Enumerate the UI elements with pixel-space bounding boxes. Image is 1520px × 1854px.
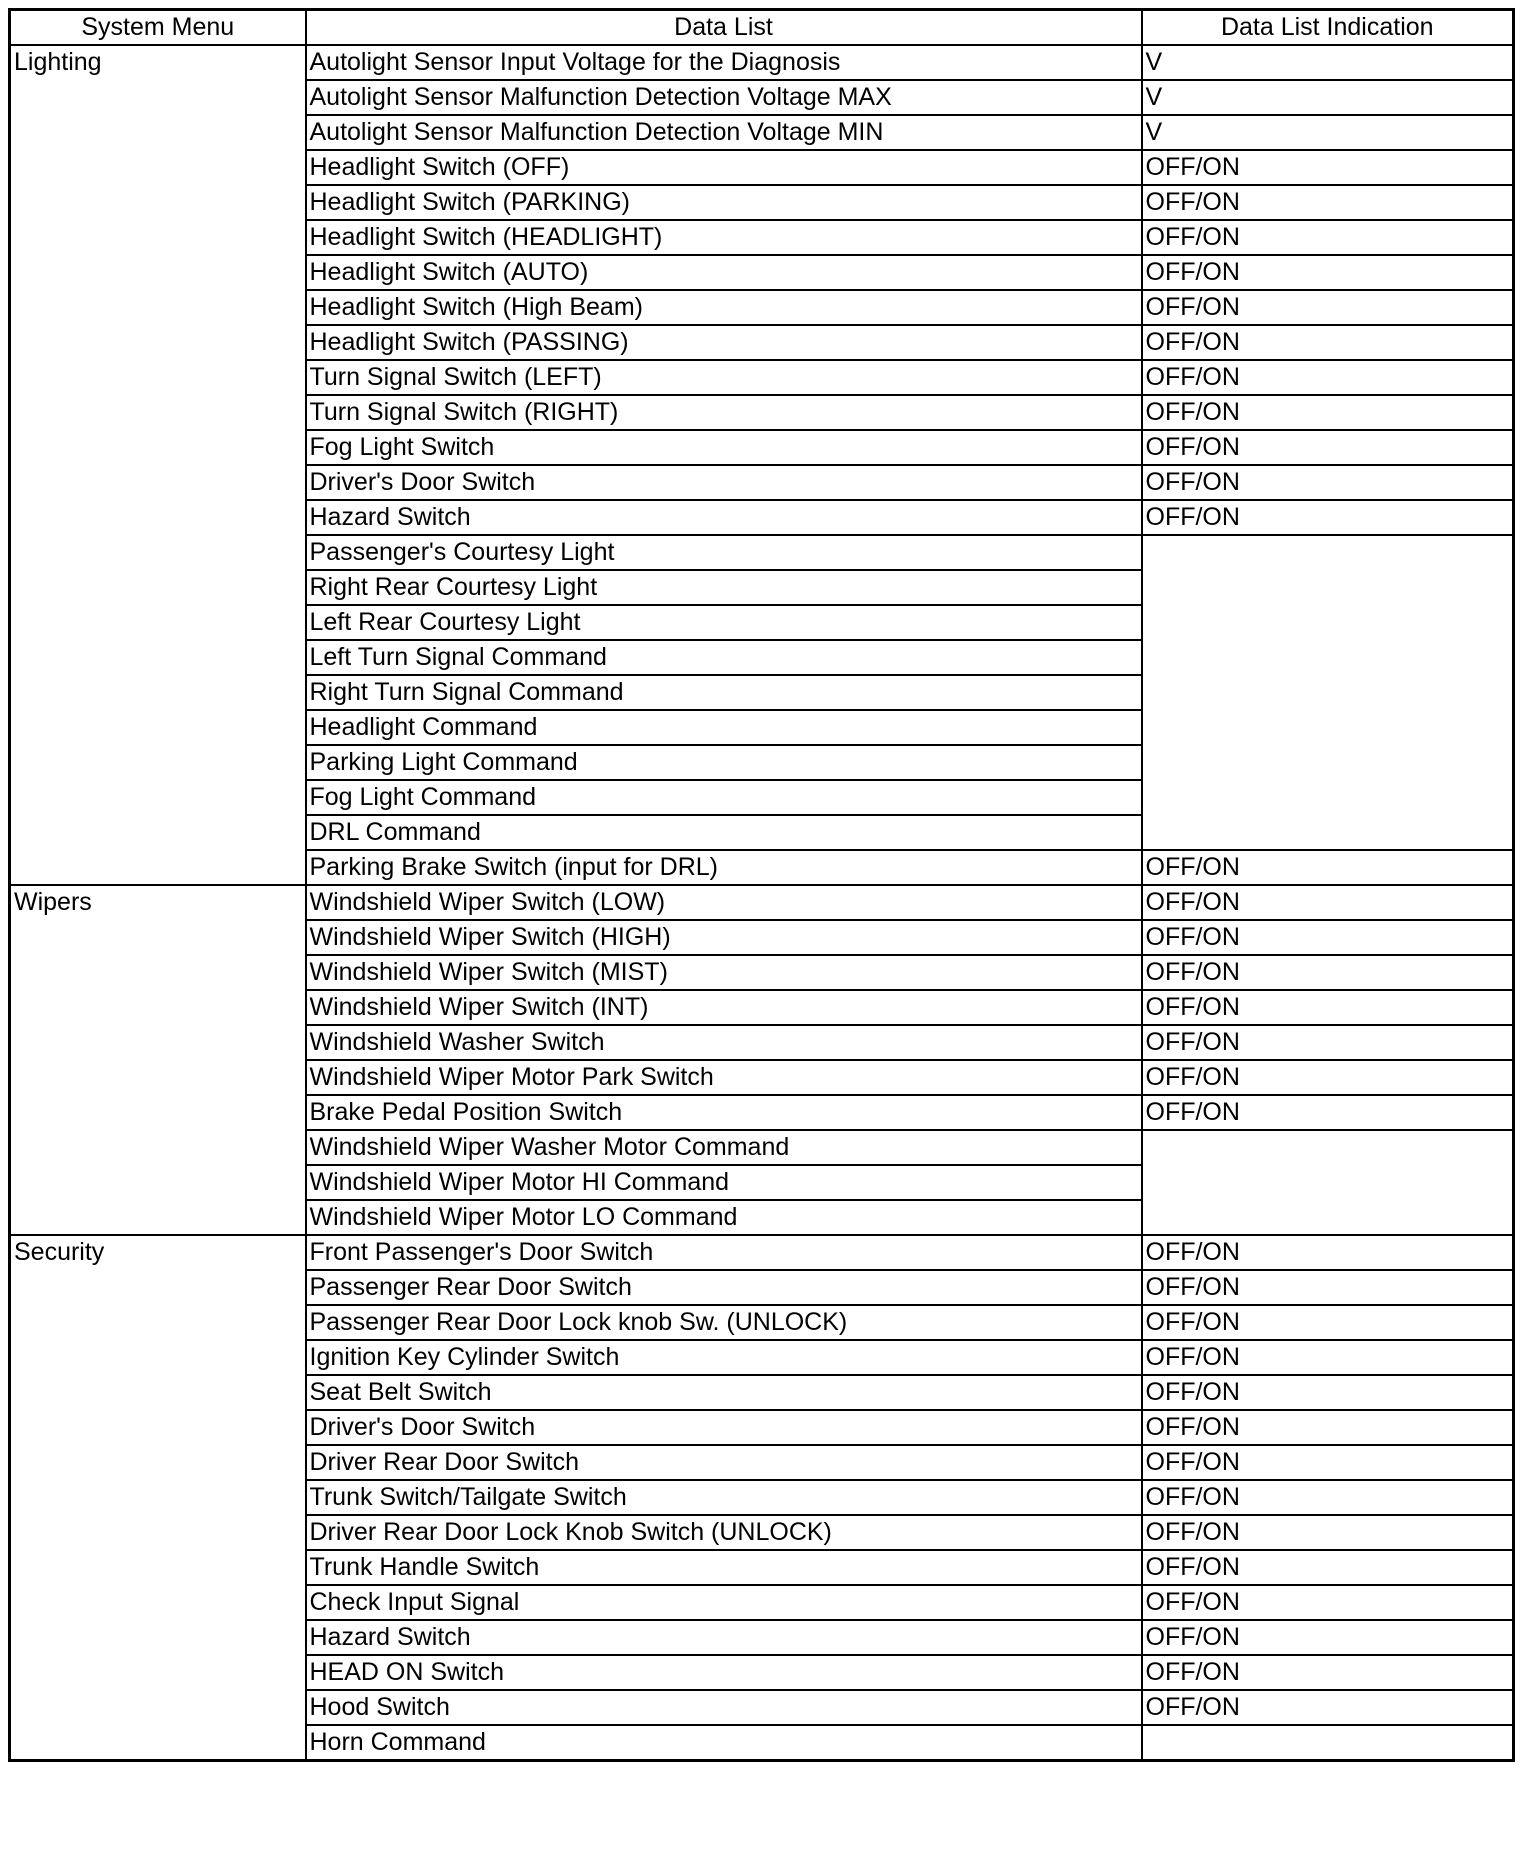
data-list-item-cell: Autolight Sensor Input Voltage for the Diagnosis (306, 45, 1142, 80)
indication-cell: OFF/ON (1142, 1270, 1514, 1305)
indication-cell: OFF/ON (1142, 850, 1514, 885)
indication-cell: OFF/ON (1142, 1550, 1514, 1585)
header-data-list-indication: Data List Indication (1142, 10, 1514, 46)
table-body (10, 45, 1514, 1761)
indication-cell: OFF/ON (1142, 1690, 1514, 1725)
indication-cell: OFF/ON (1142, 990, 1514, 1025)
data-list-item-cell: Trunk Handle Switch (306, 1550, 1142, 1585)
indication-blank-cell (1142, 1130, 1514, 1235)
data-list-item-cell: HEAD ON Switch (306, 1655, 1142, 1690)
system-menu-cell: Lighting (10, 45, 306, 885)
table-row (10, 885, 1514, 920)
indication-cell: OFF/ON (1142, 1060, 1514, 1095)
indication-cell: OFF/ON (1142, 290, 1514, 325)
data-list-item-cell: Ignition Key Cylinder Switch (306, 1340, 1142, 1375)
indication-cell: OFF/ON (1142, 395, 1514, 430)
indication-cell: OFF/ON (1142, 220, 1514, 255)
indication-cell: OFF/ON (1142, 1620, 1514, 1655)
indication-cell: OFF/ON (1142, 325, 1514, 360)
system-menu-cell: Security (10, 1235, 306, 1761)
data-list-item-cell: Autolight Sensor Malfunction Detection Voltage MAX (306, 80, 1142, 115)
data-list-item-cell: Driver's Door Switch (306, 465, 1142, 500)
data-list-item-cell: Windshield Wiper Switch (LOW) (306, 885, 1142, 920)
indication-cell: OFF/ON (1142, 1235, 1514, 1270)
indication-cell: OFF/ON (1142, 430, 1514, 465)
indication-cell: OFF/ON (1142, 1585, 1514, 1620)
data-list-item-cell: Windshield Wiper Motor LO Command (306, 1200, 1142, 1235)
data-list-item-cell: Headlight Switch (AUTO) (306, 255, 1142, 290)
data-list-item-cell: Seat Belt Switch (306, 1375, 1142, 1410)
indication-cell: OFF/ON (1142, 500, 1514, 535)
indication-cell: V (1142, 80, 1514, 115)
indication-cell: OFF/ON (1142, 1410, 1514, 1445)
data-list-item-cell: Parking Light Command (306, 745, 1142, 780)
header-row (10, 10, 1514, 46)
data-list-item-cell: Windshield Wiper Motor HI Command (306, 1165, 1142, 1200)
indication-cell: OFF/ON (1142, 1515, 1514, 1550)
indication-cell: OFF/ON (1142, 150, 1514, 185)
data-list-item-cell: Parking Brake Switch (input for DRL) (306, 850, 1142, 885)
data-list-item-cell: Turn Signal Switch (RIGHT) (306, 395, 1142, 430)
data-list-item-cell: Headlight Command (306, 710, 1142, 745)
indication-cell: OFF/ON (1142, 1445, 1514, 1480)
indication-cell: OFF/ON (1142, 465, 1514, 500)
data-list-sheet (8, 8, 1512, 1854)
data-list-item-cell: Front Passenger's Door Switch (306, 1235, 1142, 1270)
data-list-item-cell: Driver's Door Switch (306, 1410, 1142, 1445)
data-list-item-cell: Hazard Switch (306, 500, 1142, 535)
indication-cell: OFF/ON (1142, 360, 1514, 395)
data-list-table (8, 8, 1515, 1762)
data-list-item-cell: DRL Command (306, 815, 1142, 850)
data-list-item-cell: Headlight Switch (PARKING) (306, 185, 1142, 220)
data-list-item-cell: Left Rear Courtesy Light (306, 605, 1142, 640)
data-list-item-cell: Brake Pedal Position Switch (306, 1095, 1142, 1130)
data-list-item-cell: Windshield Wiper Switch (HIGH) (306, 920, 1142, 955)
data-list-item-cell: Headlight Switch (OFF) (306, 150, 1142, 185)
indication-cell: V (1142, 45, 1514, 80)
data-list-item-cell: Passenger's Courtesy Light (306, 535, 1142, 570)
data-list-item-cell: Left Turn Signal Command (306, 640, 1142, 675)
indication-cell: OFF/ON (1142, 1095, 1514, 1130)
data-list-item-cell: Horn Command (306, 1725, 1142, 1761)
data-list-item-cell: Windshield Wiper Switch (INT) (306, 990, 1142, 1025)
data-list-item-cell: Passenger Rear Door Lock knob Sw. (UNLOCK) (306, 1305, 1142, 1340)
indication-cell: OFF/ON (1142, 1305, 1514, 1340)
table-row (10, 1235, 1514, 1270)
indication-cell: OFF/ON (1142, 885, 1514, 920)
indication-cell: OFF/ON (1142, 955, 1514, 990)
data-list-item-cell: Turn Signal Switch (LEFT) (306, 360, 1142, 395)
data-list-item-cell: Right Turn Signal Command (306, 675, 1142, 710)
data-list-item-cell: Headlight Switch (High Beam) (306, 290, 1142, 325)
indication-cell: OFF/ON (1142, 185, 1514, 220)
data-list-item-cell: Driver Rear Door Switch (306, 1445, 1142, 1480)
data-list-item-cell: Windshield Wiper Washer Motor Command (306, 1130, 1142, 1165)
indication-cell: OFF/ON (1142, 1025, 1514, 1060)
system-menu-cell: Wipers (10, 885, 306, 1235)
indication-cell: OFF/ON (1142, 1375, 1514, 1410)
data-list-item-cell: Headlight Switch (PASSING) (306, 325, 1142, 360)
data-list-item-cell: Trunk Switch/Tailgate Switch (306, 1480, 1142, 1515)
data-list-item-cell: Driver Rear Door Lock Knob Switch (UNLOCK) (306, 1515, 1142, 1550)
data-list-item-cell: Right Rear Courtesy Light (306, 570, 1142, 605)
data-list-item-cell: Passenger Rear Door Switch (306, 1270, 1142, 1305)
data-list-item-cell: Hazard Switch (306, 1620, 1142, 1655)
indication-blank-cell (1142, 1725, 1514, 1761)
data-list-item-cell: Windshield Wiper Motor Park Switch (306, 1060, 1142, 1095)
data-list-item-cell: Windshield Wiper Switch (MIST) (306, 955, 1142, 990)
indication-cell: OFF/ON (1142, 1340, 1514, 1375)
table-row (10, 45, 1514, 80)
data-list-item-cell: Fog Light Command (306, 780, 1142, 815)
header-system-menu: System Menu (10, 10, 306, 46)
indication-cell: OFF/ON (1142, 1480, 1514, 1515)
indication-cell: OFF/ON (1142, 920, 1514, 955)
indication-cell: V (1142, 115, 1514, 150)
data-list-item-cell: Hood Switch (306, 1690, 1142, 1725)
header-data-list: Data List (306, 10, 1142, 46)
indication-cell: OFF/ON (1142, 255, 1514, 290)
data-list-item-cell: Windshield Washer Switch (306, 1025, 1142, 1060)
data-list-item-cell: Autolight Sensor Malfunction Detection Voltage MIN (306, 115, 1142, 150)
indication-cell: OFF/ON (1142, 1655, 1514, 1690)
data-list-item-cell: Headlight Switch (HEADLIGHT) (306, 220, 1142, 255)
data-list-item-cell: Fog Light Switch (306, 430, 1142, 465)
data-list-item-cell: Check Input Signal (306, 1585, 1142, 1620)
indication-blank-cell (1142, 535, 1514, 850)
